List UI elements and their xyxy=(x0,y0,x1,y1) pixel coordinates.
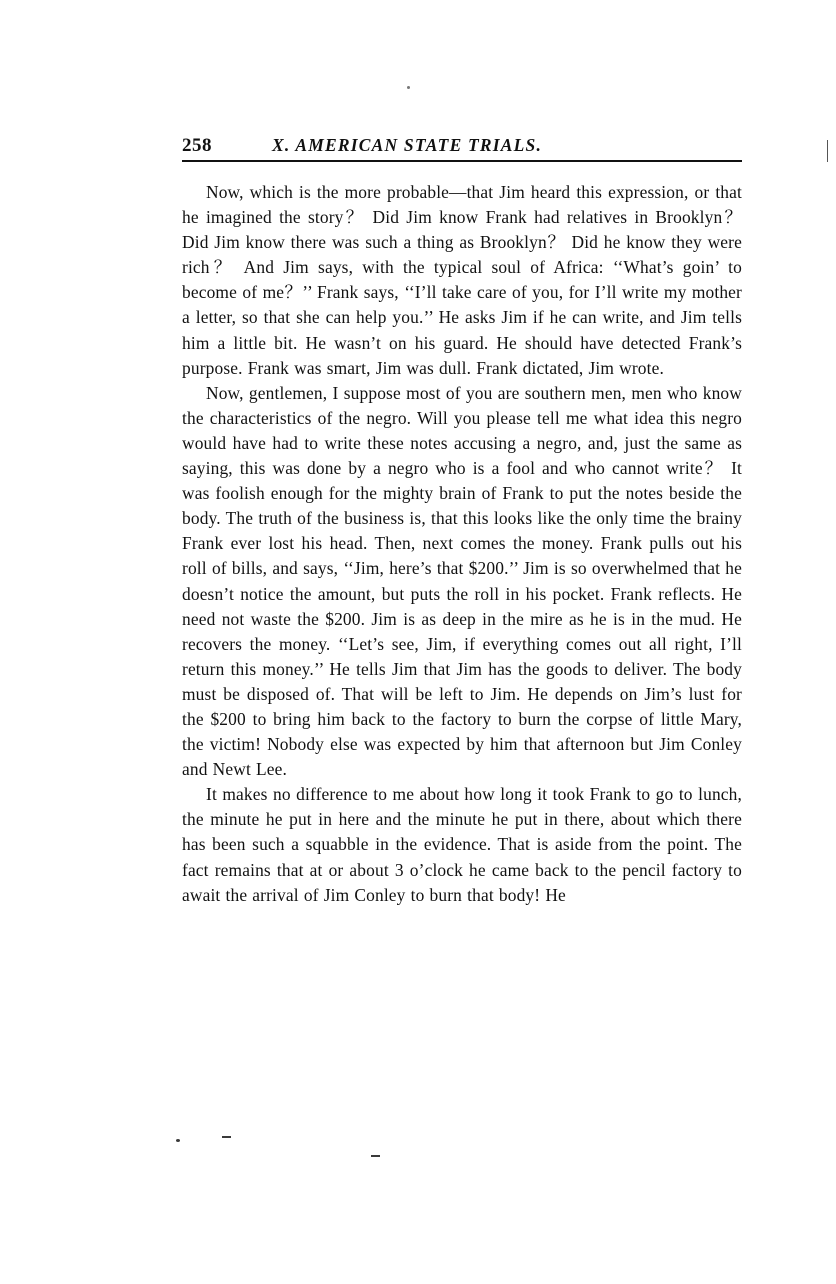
page-number: 258 xyxy=(182,135,212,156)
header-rule xyxy=(182,160,742,162)
paragraph: It makes no difference to me about how long it took Frank to go to lunch, the minute he put in here and the minute he put in there, about which there has been such a squabble in the evidence. That is aside from the point. The fact remains that at or about 3 o’clock he came back to the pencil factory to await the arrival of Jim Conley to burn that body! He xyxy=(182,784,742,905)
page-speck xyxy=(176,1139,180,1142)
paragraph: Now, which is the more probable—that Jim heard this expression, or that he imagined the story？ Did Jim know Frank had relatives in Brooklyn？ Did Jim know there was such a thing as Brooklyn？ Did he know they were rich？ And Jim says, with the typical soul of Africa: ‘‘What’s goin’ to become of me？’’ Frank says, ‘‘I’ll take care of you, for I’ll write my mother a letter, so that she can help you.’’ He asks Jim if he can write, and Jim tells him a little bit. He wasn’t on his guard. He should have detected Frank’s purpose. Frank was smart, Jim was dull. Frank dictated, Jim wrote. xyxy=(182,182,742,378)
body-text xyxy=(182,180,742,908)
page-speck xyxy=(407,86,410,89)
paragraph: Now, gentlemen, I suppose most of you are southern men, men who know the characteristics of the negro. Will you please tell me what idea this negro would have had to write these notes accusing a negro, and, just the same as saying, this was done by a negro who is a fool and who cannot write？ It was foolish enough for the mighty brain of Frank to put the notes beside the body. The truth of the business is, that this looks like the only time the brainy Frank ever lost his head. Then, next comes the money. Frank pulls out his roll of bills, and says, ‘‘Jim, here’s that $200.’’ Jim is so overwhelmed that he doesn’t notice the amount, but puts the roll in his pocket. Frank reflects. He need not waste the $200. Jim is as deep in the mire as he is in the mud. He recovers the money. ‘‘Let’s see, Jim, if everything comes out all right, I’ll return this money.’’ He tells Jim that Jim has the goods to deliver. The body must be disposed of. That will be left to Jim. He depends on Jim’s lust for the $200 to bring him back to the factory to burn the corpse of little Mary, the victim! Nobody else was expected by him that afternoon but Jim Conley and Newt Lee. xyxy=(182,382,742,780)
page-speck xyxy=(371,1155,380,1157)
margin-mark xyxy=(827,140,828,162)
page-header xyxy=(182,135,742,157)
running-title: X. AMERICAN STATE TRIALS. xyxy=(272,135,543,155)
page-speck xyxy=(222,1136,231,1138)
